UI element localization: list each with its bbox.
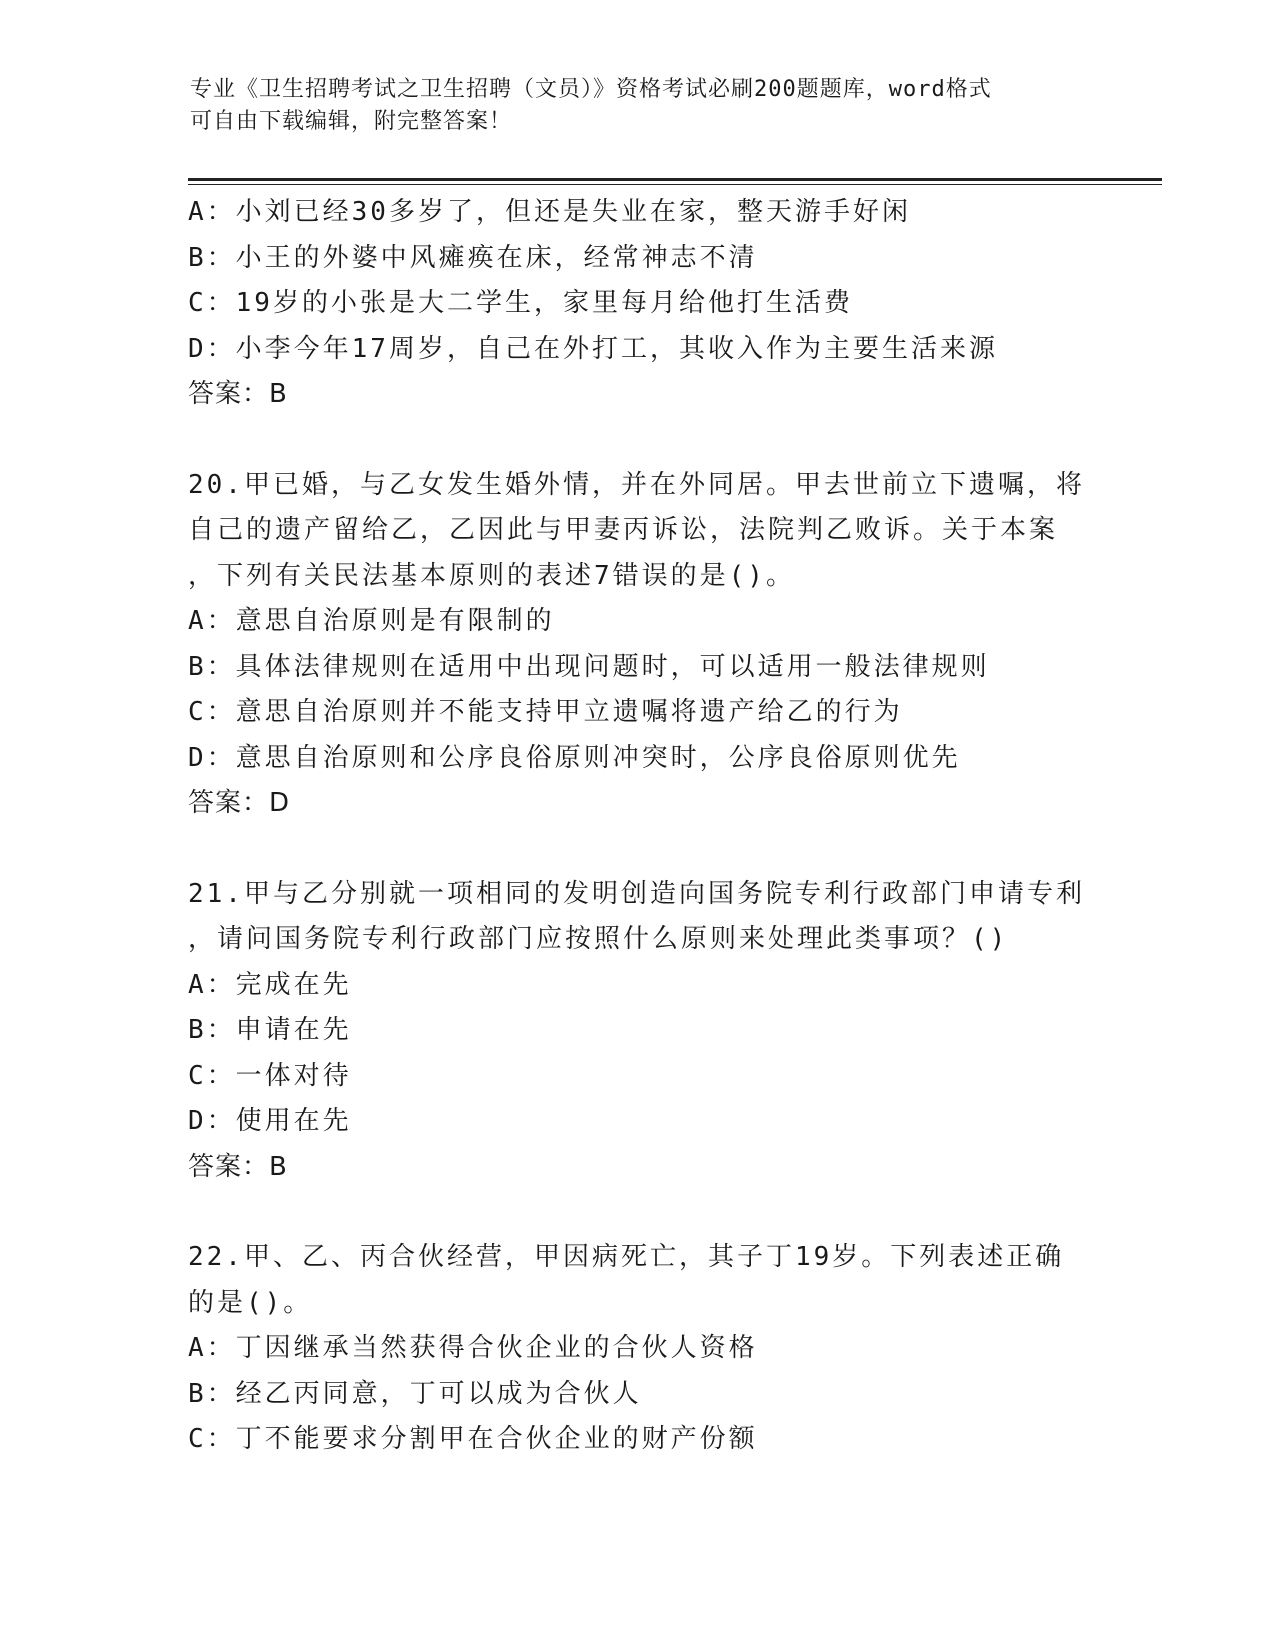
header-divider-thin — [188, 184, 1162, 185]
question-block-previous — [188, 190, 1088, 418]
option-b: B：经乙丙同意，丁可以成为合伙人 — [188, 1378, 642, 1409]
header-divider-thick — [188, 178, 1162, 181]
document-header — [190, 74, 1090, 138]
header-line-2: 可自由下载编辑，附完整答案！ — [190, 109, 513, 134]
option-a: A：完成在先 — [188, 969, 352, 1000]
option-a: A：小刘已经30多岁了，但还是失业在家，整天游手好闲 — [188, 197, 911, 227]
option-c: C：丁不能要求分割甲在合伙企业的财产份额 — [188, 1424, 758, 1454]
option-a: A：意思自治原则是有限制的 — [188, 606, 555, 636]
option-c: C：意思自治原则并不能支持甲立遗嘱将遗产给乙的行为 — [188, 697, 903, 727]
question-text: 21.甲与乙分别就一项相同的发明创造向国务院专利行政部门申请专利 — [188, 878, 1085, 909]
option-c: C：一体对待 — [188, 1060, 352, 1091]
question-block-21 — [188, 872, 1088, 1191]
option-b: B：小王的外婆中风瘫痪在床，经常神志不清 — [188, 242, 758, 273]
answer-line: 答案：B — [188, 1151, 288, 1182]
option-b: B：申请在先 — [188, 1015, 352, 1045]
option-a: A：丁因继承当然获得合伙企业的合伙人资格 — [188, 1333, 758, 1363]
answer-line: 答案：B — [188, 379, 288, 409]
document-body — [188, 190, 1088, 1463]
question-text: 的是()。 — [188, 1287, 313, 1318]
answer-line: 答案：D — [188, 788, 291, 818]
question-text: 自己的遗产留给乙，乙因此与甲妻丙诉讼，法院判乙败诉。关于本案 — [188, 515, 1059, 545]
option-d: D：意思自治原则和公序良俗原则冲突时，公序良俗原则优先 — [188, 742, 961, 773]
question-text: 22.甲、乙、丙合伙经营，甲因病死亡，其子丁19岁。下列表述正确 — [188, 1242, 1065, 1272]
question-text: ，请问国务院专利行政部门应按照什么原则来处理此类事项？() — [188, 924, 1009, 954]
option-d: D：使用在先 — [188, 1106, 352, 1136]
option-d: D：小李今年17周岁，自己在外打工，其收入作为主要生活来源 — [188, 333, 998, 364]
question-block-22 — [188, 1235, 1088, 1463]
question-text: ，下列有关民法基本原则的表述7错误的是()。 — [188, 560, 795, 591]
option-c: C：19岁的小张是大二学生，家里每月给他打生活费 — [188, 288, 853, 318]
question-block-20 — [188, 463, 1088, 827]
question-text: 20.甲已婚，与乙女发生婚外情，并在外同居。甲去世前立下遗嘱，将 — [188, 469, 1085, 500]
option-b: B：具体法律规则在适用中出现问题时，可以适用一般法律规则 — [188, 651, 990, 682]
header-line-1: 专业《卫生招聘考试之卫生招聘（文员）》资格考试必刷200题题库，word格式 — [190, 77, 992, 102]
